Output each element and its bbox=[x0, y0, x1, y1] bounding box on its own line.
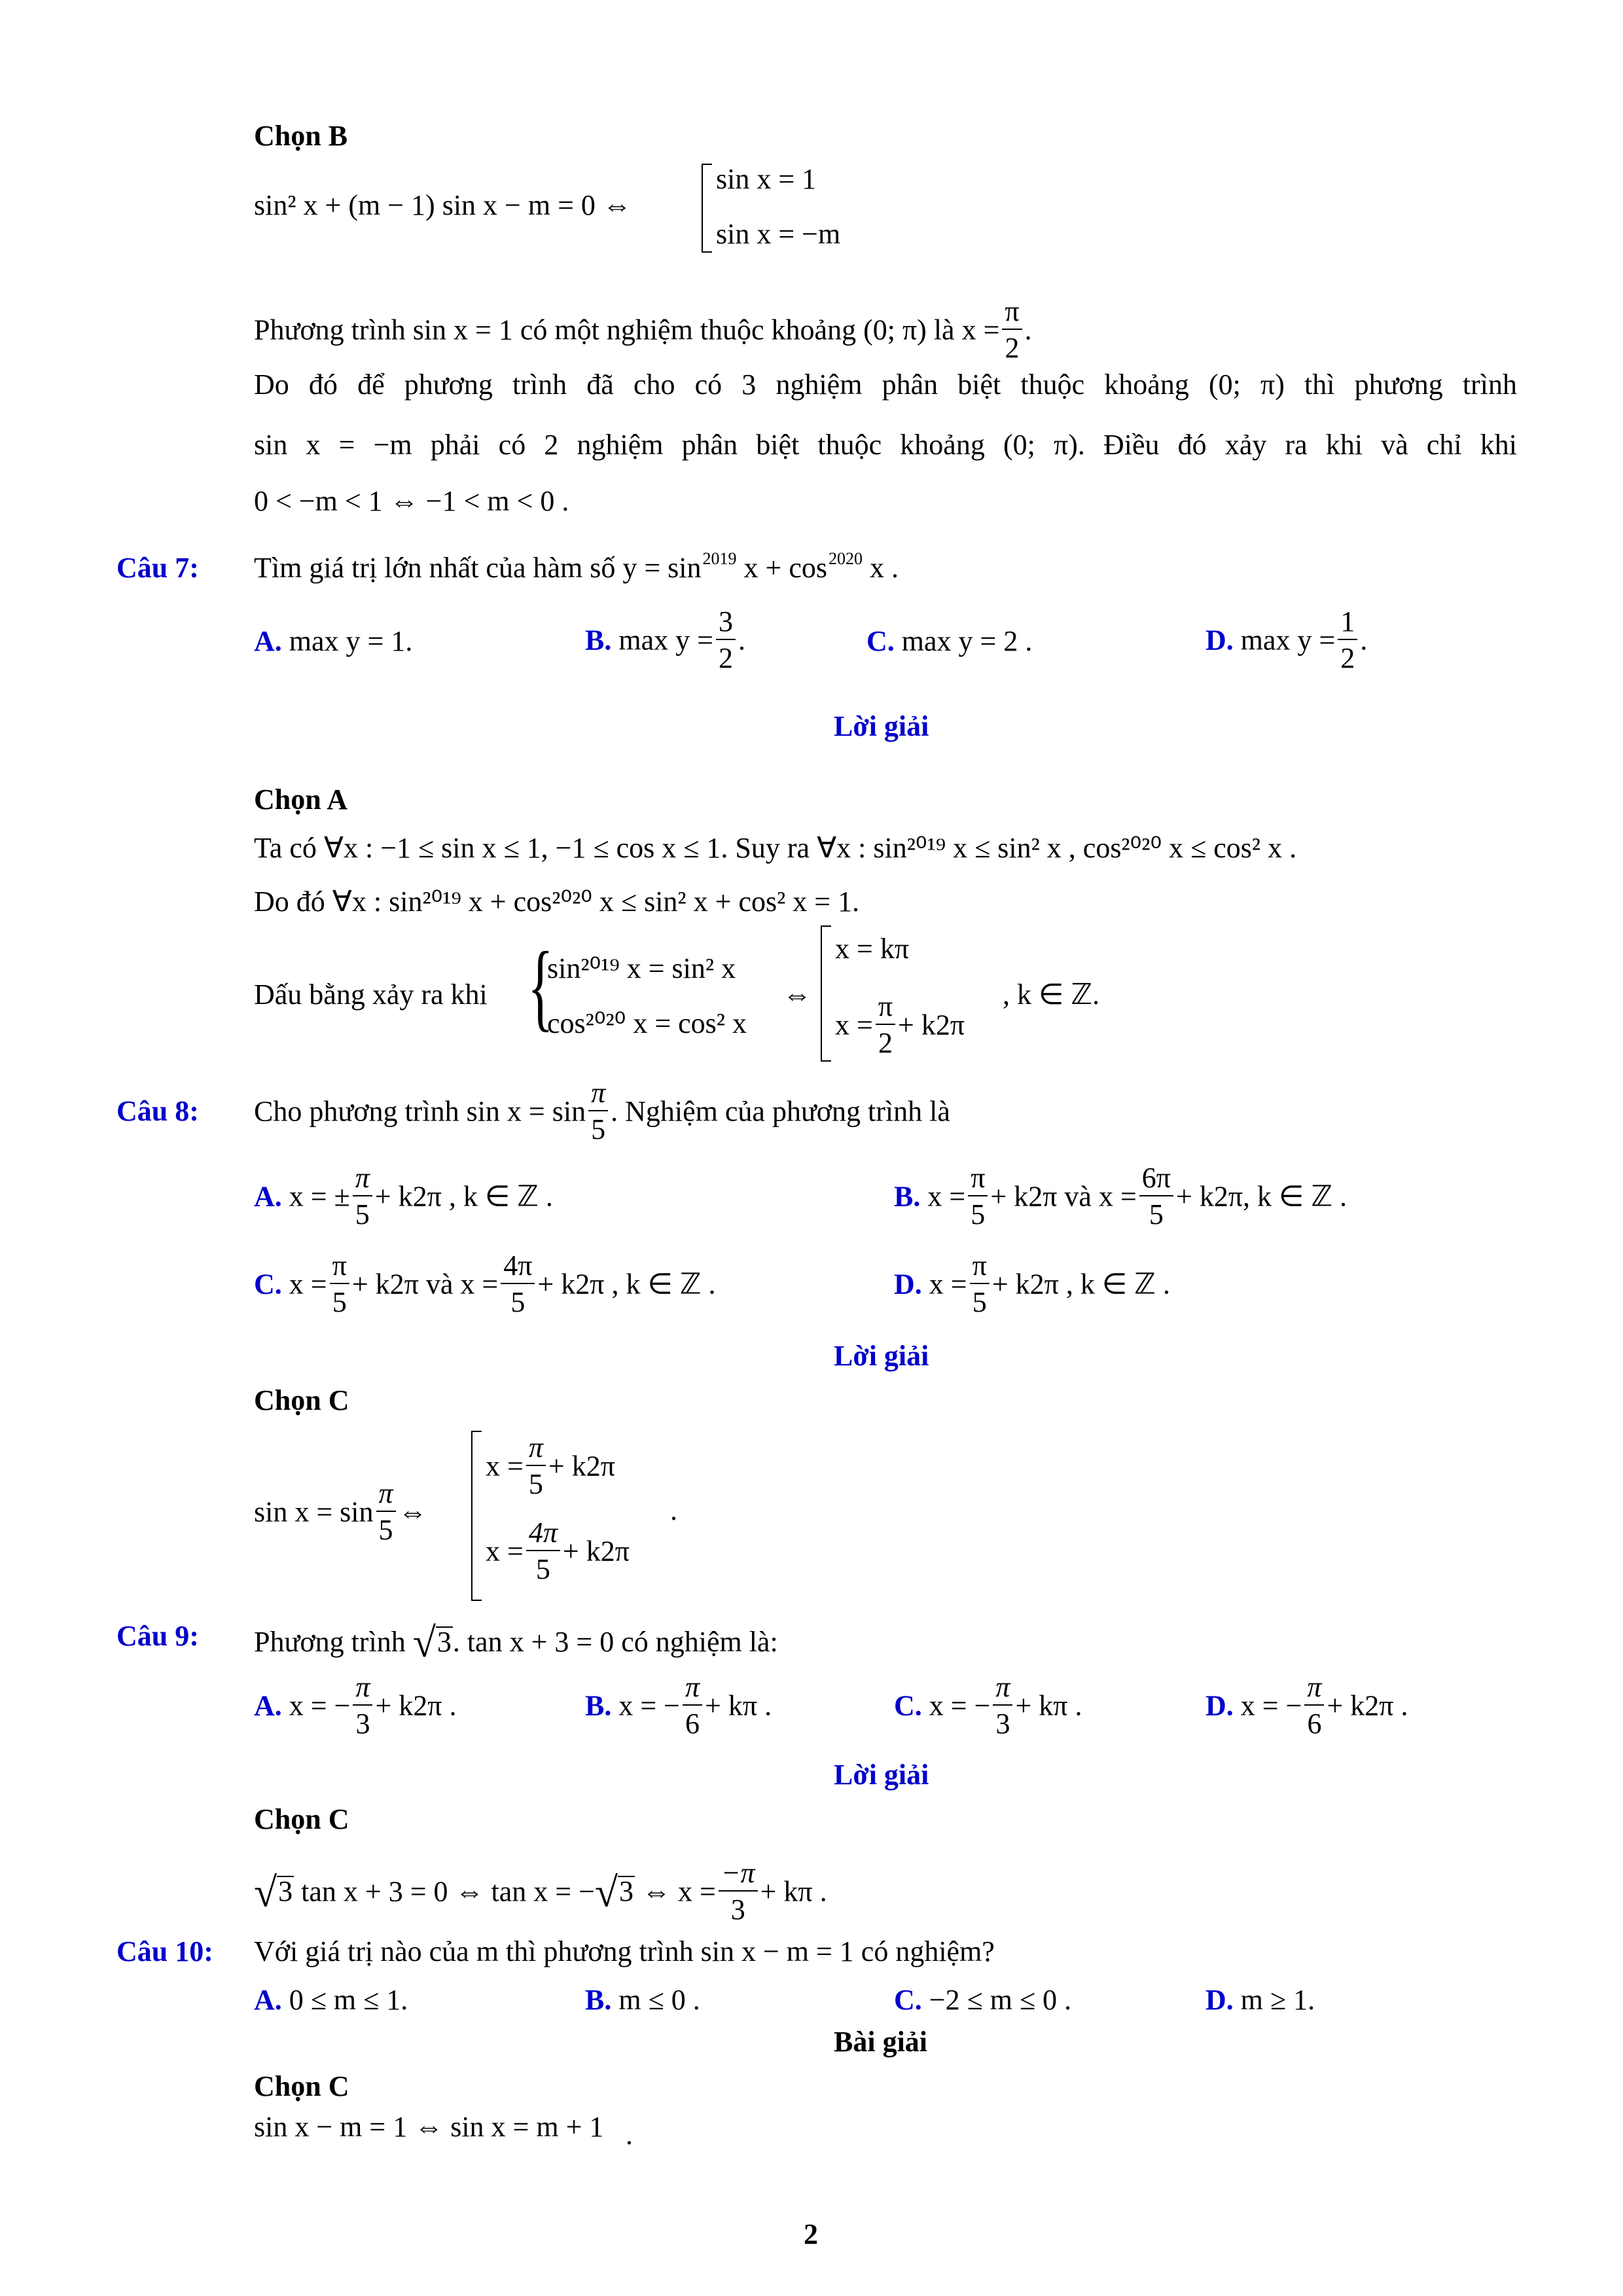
question-text-part: . tan x + 3 = 0 có nghiệm là: bbox=[452, 1626, 778, 1658]
option-text: + kπ . bbox=[1015, 1689, 1082, 1722]
fraction-numerator: π bbox=[353, 1162, 372, 1196]
equation-text: + kπ . bbox=[760, 1875, 827, 1908]
fraction bbox=[376, 1478, 396, 1547]
fraction-denominator: 5 bbox=[528, 1468, 543, 1501]
option-text: + k2π, k ∈ ℤ . bbox=[1176, 1180, 1347, 1213]
equation-text: tan x + 3 = 0 ⇔ tan x = − bbox=[301, 1875, 595, 1908]
fraction-denominator: 2 bbox=[878, 1027, 893, 1060]
option-a bbox=[254, 1671, 457, 1743]
question-label: Câu 7: bbox=[116, 552, 199, 584]
option-c bbox=[894, 1671, 1082, 1743]
equation-text: ⇔ x = bbox=[642, 1875, 716, 1908]
fraction bbox=[353, 1672, 372, 1740]
fraction bbox=[501, 1250, 535, 1319]
solution-heading: Bài giải bbox=[834, 2026, 928, 2058]
option-text: x = − bbox=[1240, 1689, 1302, 1722]
equation-case: sin x = 1 bbox=[716, 163, 817, 195]
option-text: + k2π và x = bbox=[351, 1268, 499, 1300]
option-text: x = bbox=[929, 1268, 967, 1300]
fraction bbox=[1002, 296, 1022, 365]
option-text: + kπ . bbox=[705, 1689, 772, 1722]
fraction bbox=[876, 991, 895, 1060]
option-d: D. max y = $\frac{1}{2}$ . bbox=[1205, 605, 1368, 675]
iff-symbol: ⇔ bbox=[783, 978, 812, 1011]
option-label: B. bbox=[894, 1180, 921, 1213]
punctuation: . bbox=[670, 1494, 677, 1526]
fraction-denominator: 5 bbox=[972, 1286, 987, 1319]
fraction-denominator: 6 bbox=[1307, 1708, 1322, 1740]
paragraph: Do đó để phương trình đã cho có 3 nghiệm phân biệt thuộc khoảng (0; π) thì phương trình bbox=[254, 368, 1517, 401]
option-d bbox=[1205, 1671, 1408, 1743]
equation-case bbox=[486, 1516, 630, 1588]
solution-heading: Lời giải bbox=[834, 710, 929, 742]
option-text: −2 ≤ m ≤ 0 . bbox=[929, 1984, 1072, 2016]
case-bracket bbox=[702, 164, 712, 253]
fraction-numerator: π bbox=[588, 1077, 608, 1111]
fraction-numerator: 1 bbox=[1338, 606, 1357, 640]
system-brace: { bbox=[527, 932, 554, 1041]
fraction-denominator: 5 bbox=[332, 1286, 347, 1319]
option-text: max y = bbox=[618, 624, 713, 656]
option-text: x = − bbox=[929, 1689, 991, 1722]
option-label: A. bbox=[254, 1984, 282, 2016]
fraction-denominator: 3 bbox=[730, 1893, 745, 1926]
fraction bbox=[1338, 606, 1357, 675]
equation-case-text: + k2π bbox=[562, 1535, 630, 1568]
option-b bbox=[585, 1986, 700, 2015]
option-label: A. bbox=[254, 625, 282, 657]
equation-case: sin x = −m bbox=[716, 218, 841, 250]
option-text: x = − bbox=[289, 1689, 351, 1722]
fraction-denominator: 2 bbox=[718, 642, 733, 675]
page-number: 2 bbox=[804, 2218, 818, 2250]
answer-choice-heading: Chọn C bbox=[254, 2070, 349, 2102]
fraction-numerator: π bbox=[376, 1478, 396, 1512]
option-text: x = bbox=[289, 1268, 327, 1300]
answer-choice-heading: Chọn A bbox=[254, 783, 348, 816]
option-a bbox=[254, 1162, 553, 1234]
option-label: B. bbox=[585, 1984, 612, 2016]
paragraph: sin x = −m phải có 2 nghiệm phân biệt thuộc khoảng (0; π). Điều đó xảy ra khi và chỉ khi bbox=[254, 429, 1517, 461]
fraction-numerator: 6π bbox=[1139, 1162, 1173, 1196]
option-d bbox=[1205, 1986, 1315, 2015]
sqrt-icon: √ bbox=[412, 1619, 436, 1666]
fraction-numerator: π bbox=[683, 1672, 702, 1706]
question-label: Câu 10: bbox=[116, 1935, 213, 1967]
iff-symbol: ⇔ bbox=[398, 1496, 427, 1528]
equation bbox=[254, 1477, 427, 1549]
question-text-part: Phương trình bbox=[254, 1626, 406, 1658]
fraction-denominator: 5 bbox=[971, 1198, 986, 1231]
equation-case bbox=[835, 990, 965, 1062]
fraction-denominator: 5 bbox=[355, 1198, 370, 1231]
fraction-numerator: −π bbox=[719, 1857, 758, 1892]
question-text-part: Cho phương trình sin x = sin bbox=[254, 1095, 586, 1128]
case-bracket bbox=[471, 1431, 482, 1601]
equation-text: sin x = sin bbox=[254, 1496, 374, 1528]
option-c bbox=[254, 1249, 716, 1321]
question-text-part: x + cos bbox=[736, 552, 827, 584]
option-text: + k2π . bbox=[1327, 1689, 1408, 1722]
option-label: A. bbox=[254, 1689, 282, 1722]
question-text-part: . Nghiệm của phương trình là bbox=[611, 1095, 950, 1128]
fraction-denominator: 2 bbox=[1340, 642, 1355, 675]
fraction bbox=[526, 1517, 560, 1586]
fraction-numerator: π bbox=[970, 1250, 990, 1284]
option-label: B. bbox=[585, 1689, 612, 1722]
sqrt-radicand: 3 bbox=[278, 1875, 293, 1908]
fraction bbox=[353, 1162, 372, 1231]
fraction-denominator: 2 bbox=[1005, 332, 1020, 365]
fraction-denominator: 5 bbox=[1149, 1198, 1164, 1231]
option-text: + k2π , k ∈ ℤ . bbox=[991, 1268, 1170, 1300]
option-text: x = − bbox=[618, 1689, 680, 1722]
option-label: C. bbox=[894, 1984, 922, 2016]
fraction-denominator: 5 bbox=[378, 1514, 393, 1547]
option-b bbox=[894, 1162, 1347, 1234]
equation bbox=[254, 1857, 827, 1929]
option-text: + k2π và x = bbox=[990, 1180, 1137, 1213]
equation-case: x = kπ bbox=[835, 933, 910, 965]
paragraph: Phương trình sin x = 1 có một nghiệm thuộc khoảng (0; π) là x = $\frac{\pi}{2}$ . bbox=[254, 295, 1032, 365]
system-equation: cos²⁰²⁰ x = cos² x bbox=[547, 1007, 747, 1039]
option-label: D. bbox=[1205, 1689, 1234, 1722]
equation-case-text: + k2π bbox=[898, 1009, 965, 1041]
option-text: 0 ≤ m ≤ 1. bbox=[289, 1984, 408, 2016]
option-label: B. bbox=[585, 624, 612, 656]
option-label: C. bbox=[866, 625, 895, 657]
option-text: x = ± bbox=[289, 1180, 350, 1213]
question-label: Câu 8: bbox=[116, 1095, 199, 1127]
equation: sin² x + (m − 1) sin x − m = 0 ⇔ bbox=[254, 189, 632, 221]
option-d bbox=[894, 1249, 1170, 1321]
solution-heading: Lời giải bbox=[834, 1340, 929, 1372]
option-label: D. bbox=[1205, 1984, 1234, 2016]
option-c bbox=[894, 1986, 1071, 2015]
sqrt-radicand: 3 bbox=[619, 1875, 634, 1908]
fraction bbox=[968, 1162, 988, 1231]
equation-case-text: x = bbox=[486, 1450, 524, 1482]
fraction bbox=[1304, 1672, 1324, 1740]
sqrt-icon: √ bbox=[594, 1869, 618, 1916]
fraction-denominator: 3 bbox=[355, 1708, 370, 1740]
option-a bbox=[254, 627, 412, 656]
fraction-numerator: π bbox=[993, 1672, 1012, 1706]
option-text: x = bbox=[927, 1180, 966, 1213]
fraction-numerator: 3 bbox=[716, 606, 736, 640]
fraction bbox=[1139, 1162, 1173, 1231]
answer-choice-heading: Chọn B bbox=[254, 120, 348, 152]
punctuation: . bbox=[626, 2119, 633, 2151]
equation-case-text: x = bbox=[835, 1009, 873, 1041]
answer-choice-heading: Chọn C bbox=[254, 1803, 349, 1835]
paragraph: 0 < −m < 1 ⇔ −1 < m < 0 . bbox=[254, 485, 569, 517]
fraction-numerator: 4π bbox=[501, 1250, 535, 1284]
option-label: A. bbox=[254, 1180, 282, 1213]
exponent: 2020 bbox=[829, 549, 863, 568]
fraction bbox=[588, 1077, 608, 1146]
option-text: max y = bbox=[1240, 624, 1336, 656]
system-equation: sin²⁰¹⁹ x = sin² x bbox=[547, 952, 736, 984]
fraction-numerator: π bbox=[353, 1672, 372, 1706]
fraction bbox=[716, 606, 736, 675]
option-text: + k2π , k ∈ ℤ . bbox=[374, 1180, 553, 1213]
fraction bbox=[993, 1672, 1012, 1740]
question-label: Câu 9: bbox=[116, 1620, 199, 1652]
fraction bbox=[719, 1857, 758, 1926]
fraction-numerator: π bbox=[1304, 1672, 1324, 1706]
option-b bbox=[585, 1671, 772, 1743]
equation: sin x − m = 1 ⇔ sin x = m + 1 bbox=[254, 2111, 604, 2143]
option-label: C. bbox=[254, 1268, 282, 1300]
option-text: max y = 2 . bbox=[901, 625, 1033, 657]
question-text: Với giá trị nào của m thì phương trình sin x − m = 1 có nghiệm? bbox=[254, 1935, 995, 1967]
question-text bbox=[254, 549, 899, 584]
solution-line: Dấu bằng xảy ra khi bbox=[254, 978, 488, 1011]
fraction-denominator: 5 bbox=[510, 1286, 526, 1319]
fraction bbox=[330, 1250, 349, 1319]
option-text: max y = 1. bbox=[289, 625, 413, 657]
fraction-numerator: π bbox=[330, 1250, 349, 1284]
question-text-part: Tìm giá trị lớn nhất của hàm số y = sin bbox=[254, 552, 702, 584]
question-text-part: x . bbox=[863, 552, 899, 584]
question-text bbox=[254, 1619, 778, 1666]
option-label: D. bbox=[894, 1268, 922, 1300]
equation-case-text: + k2π bbox=[548, 1450, 615, 1482]
fraction-numerator: π bbox=[876, 991, 895, 1025]
solution-line: Ta có ∀x : −1 ≤ sin x ≤ 1, −1 ≤ cos x ≤ 1. Suy ra ∀x : sin²⁰¹⁹ x ≤ sin² x , cos²⁰²⁰ x ≤ cos² x . bbox=[254, 832, 1297, 864]
solution-heading: Lời giải bbox=[834, 1759, 929, 1791]
exponent: 2019 bbox=[702, 549, 737, 568]
option-text: + k2π . bbox=[375, 1689, 457, 1722]
fraction-numerator: π bbox=[1002, 296, 1022, 330]
fraction-denominator: 5 bbox=[535, 1553, 550, 1586]
fraction-denominator: 3 bbox=[995, 1708, 1010, 1740]
fraction-numerator: π bbox=[526, 1432, 546, 1466]
equation-case bbox=[486, 1431, 615, 1503]
fraction-numerator: π bbox=[968, 1162, 988, 1196]
sqrt-radicand: 3 bbox=[437, 1626, 452, 1658]
question-text bbox=[254, 1077, 950, 1149]
paragraph-text: Phương trình sin x = 1 có một nghiệm thuộc khoảng (0; π) là x = bbox=[254, 314, 1000, 346]
solution-line: Do đó ∀x : sin²⁰¹⁹ x + cos²⁰²⁰ x ≤ sin² x + cos² x = 1. bbox=[254, 886, 860, 918]
option-text: m ≤ 0 . bbox=[618, 1984, 700, 2016]
option-text: + k2π , k ∈ ℤ . bbox=[537, 1268, 716, 1300]
option-c bbox=[866, 627, 1032, 656]
option-a bbox=[254, 1986, 408, 2015]
fraction-denominator: 5 bbox=[591, 1113, 606, 1146]
fraction bbox=[526, 1432, 546, 1501]
fraction-denominator: 6 bbox=[685, 1708, 700, 1740]
fraction bbox=[683, 1672, 702, 1740]
answer-choice-heading: Chọn C bbox=[254, 1384, 349, 1416]
sqrt-icon: √ bbox=[254, 1869, 277, 1916]
option-b: B. max y = $\frac{3}{2}$ . bbox=[585, 605, 745, 675]
case-bracket bbox=[821, 925, 831, 1062]
solution-line: , k ∈ ℤ. bbox=[1003, 978, 1100, 1011]
option-label: D. bbox=[1205, 624, 1234, 656]
equation-case-text: x = bbox=[486, 1535, 524, 1568]
fraction-numerator: 4π bbox=[526, 1517, 560, 1551]
fraction bbox=[970, 1250, 990, 1319]
option-text: m ≥ 1. bbox=[1240, 1984, 1315, 2016]
option-label: C. bbox=[894, 1689, 922, 1722]
